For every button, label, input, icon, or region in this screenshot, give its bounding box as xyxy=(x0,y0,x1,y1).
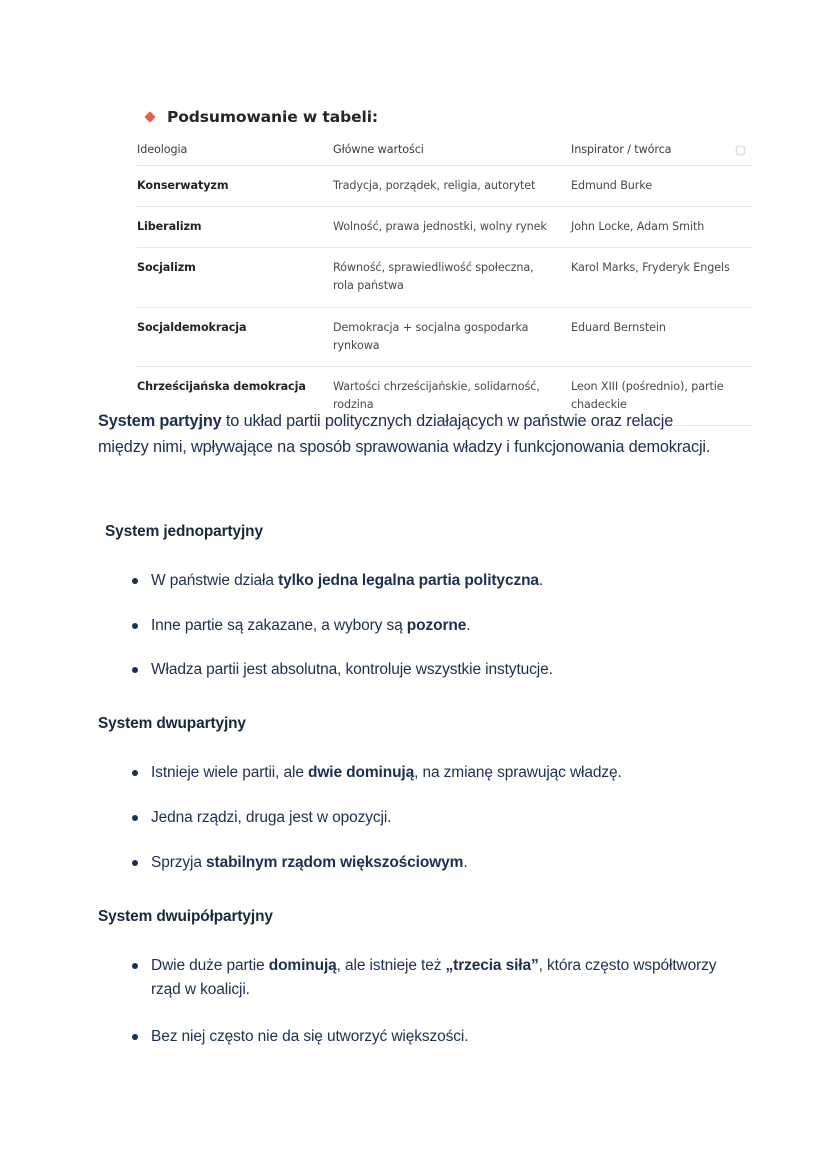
cell-inspirator: Leon XIII (pośrednio), partie chadeckie xyxy=(571,366,753,425)
column-header-ideology: Ideologia xyxy=(137,143,333,166)
bullet-list-jednopartyjny xyxy=(98,569,726,683)
section-heading-dwuipolpartyjny: System dwuipółpartyjny xyxy=(98,907,273,925)
cell-values: Wartości chrześcijańskie, solidarność, rodzina xyxy=(333,366,571,425)
section-heading-jednopartyjny: System jednopartyjny xyxy=(105,522,263,540)
cell-ideology: Konserwatyzm xyxy=(137,166,333,207)
list-item: Istnieje wiele partii, ale dwie dominują, na zmianę sprawując władzę. xyxy=(98,761,726,786)
diamond-bullet-icon xyxy=(144,111,155,122)
list-item: Inne partie są zakazane, a wybory są pozorne. xyxy=(98,614,726,639)
cell-ideology: Socjaldemokracja xyxy=(137,307,333,366)
article-body xyxy=(98,408,726,1050)
bullet-list-dwupartyjny xyxy=(98,761,726,875)
table-row xyxy=(137,307,753,366)
lead-paragraph xyxy=(98,408,726,461)
table-row xyxy=(137,207,753,248)
cell-inspirator: John Locke, Adam Smith xyxy=(571,207,753,248)
summary-table-heading xyxy=(137,108,753,126)
list-item: Władza partii jest absolutna, kontroluje wszystkie instytucje. xyxy=(98,658,726,683)
list-item: W państwie działa tylko jedna legalna partia polityczna. xyxy=(98,569,726,594)
column-header-inspirator: Inspirator / twórca xyxy=(571,143,753,166)
ideology-summary-table xyxy=(137,143,753,426)
cell-values: Równość, sprawiedliwość społeczna, rola państwa xyxy=(333,248,571,307)
table-header-row xyxy=(137,143,753,166)
summary-table-title: Podsumowanie w tabeli: xyxy=(167,108,379,126)
cell-values: Tradycja, porządek, religia, autorytet xyxy=(333,166,571,207)
list-item: Jedna rządzi, druga jest w opozycji. xyxy=(98,806,726,831)
summary-table-block xyxy=(137,108,753,426)
cell-inspirator: Edmund Burke xyxy=(571,166,753,207)
table-row xyxy=(137,248,753,307)
list-item: Bez niej często nie da się utworzyć większości. xyxy=(98,1025,726,1050)
cell-ideology: Socjalizm xyxy=(137,248,333,307)
cell-inspirator: Eduard Bernstein xyxy=(571,307,753,366)
cell-inspirator: Karol Marks, Fryderyk Engels xyxy=(571,248,753,307)
cell-values: Demokracja + socjalna gospodarka rynkowa xyxy=(333,307,571,366)
cell-ideology: Chrześcijańska demokracja xyxy=(137,366,333,425)
table-row xyxy=(137,166,753,207)
bullet-list-dwuipolpartyjny xyxy=(98,954,726,1050)
lead-paragraph-term: System partyjny xyxy=(98,412,222,430)
cell-ideology: Liberalizm xyxy=(137,207,333,248)
lead-paragraph-text: to układ partii politycznych działających w państwie oraz relacje między nimi, wpływające na sposób sprawowania władzy i funkcjonowania demokracji. xyxy=(98,412,711,457)
section-heading-dwupartyjny: System dwupartyjny xyxy=(98,715,246,733)
list-item: Dwie duże partie dominują, ale istnieje też „trzecia siła”, która często współtworzy rząd w koalicji. xyxy=(98,954,726,1004)
cell-values: Wolność, prawa jednostki, wolny rynek xyxy=(333,207,571,248)
column-header-values: Główne wartości xyxy=(333,143,571,166)
list-item: Sprzyja stabilnym rządom większościowym. xyxy=(98,851,726,876)
